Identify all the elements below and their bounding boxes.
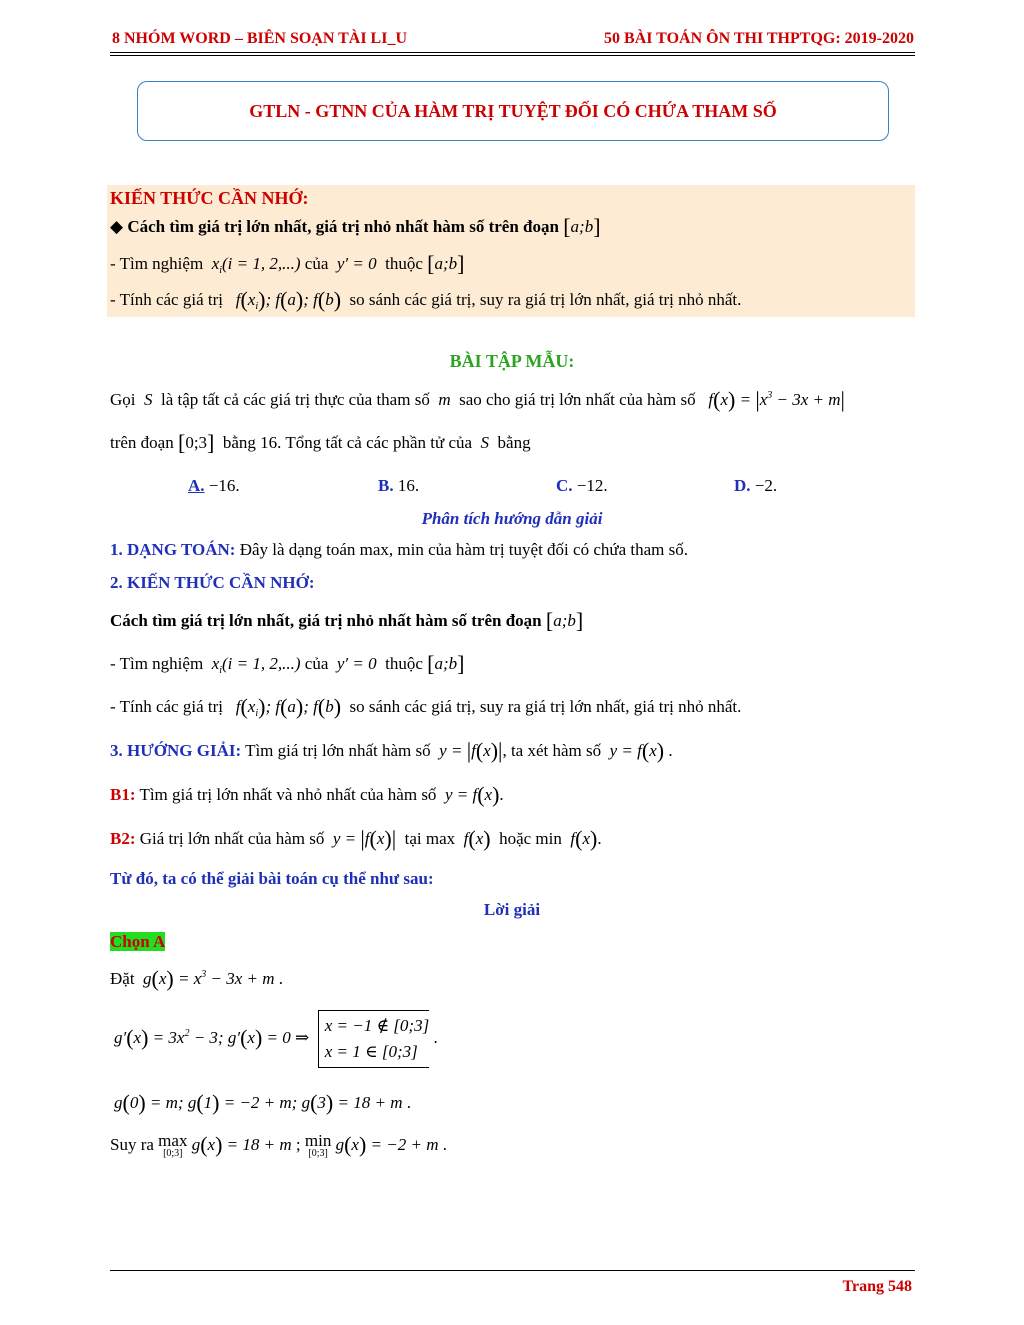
solution-choice-wrap bbox=[110, 932, 165, 952]
option-a[interactable] bbox=[188, 476, 240, 496]
example-heading: BÀI TẬP MẪU: bbox=[449, 351, 575, 371]
note-step1-c: thuộc bbox=[385, 254, 423, 273]
title-box bbox=[137, 81, 889, 141]
solution-suyra: Suy ra max [0;3] g(x) = 18 + m ; min [0;3] g(x) = −2 + m . bbox=[110, 1131, 447, 1159]
header-left: 8 NHÓM WORD – BIÊN SOẠN TÀI LI_U bbox=[112, 30, 408, 47]
analysis-b2: B2: Giá trị lớn nhất của hàm số y = |f(x)| tại max f(x) hoặc min f(x). bbox=[110, 826, 602, 851]
option-b-label: B. bbox=[378, 476, 394, 495]
solution-values: g(0) = m; g(1) = −2 + m; g(3) = 18 + m . bbox=[114, 1090, 411, 1115]
b2-a: Giá trị lớn nhất của hàm số bbox=[139, 829, 325, 848]
q2-c: bằng bbox=[497, 433, 531, 452]
header-divider bbox=[110, 52, 915, 56]
b2-b: tại max bbox=[404, 829, 456, 848]
option-b[interactable] bbox=[378, 476, 419, 496]
b2-c: hoặc min bbox=[499, 829, 562, 848]
analysis-b1: B1: Tìm giá trị lớn nhất và nhỏ nhất của hàm số y = f(x). bbox=[110, 782, 504, 807]
s3-label: 3. HƯỚNG GIẢI: bbox=[110, 741, 242, 760]
suyra-label: Suy ra bbox=[110, 1135, 154, 1154]
s1-label: 1. DẠNG TOÁN: bbox=[110, 540, 236, 559]
s3-b: , ta xét hàm số bbox=[502, 741, 602, 760]
b1-label: B1: bbox=[110, 785, 136, 804]
option-c-label: C. bbox=[556, 476, 573, 495]
note-step1-a: - Tìm nghiệm bbox=[110, 254, 204, 273]
s1-text: Đây là dạng toán max, min của hàm trị tuyệt đối có chứa tham số. bbox=[239, 540, 688, 559]
q2-a: trên đoạn bbox=[110, 433, 174, 452]
analysis-s2-step1: - Tìm nghiệm $x_i(i = 1$, 2,...) của y′ = 0 thuộc [a;b] bbox=[110, 651, 465, 676]
q2-b: bằng 16. Tổng tất cả các phần tử của bbox=[222, 433, 473, 452]
question-line-2: trên đoạn [0;3] bằng 16. Tổng tất cả các phần tử của S bằng bbox=[110, 430, 531, 455]
set-label: Đặt bbox=[110, 969, 135, 988]
option-c[interactable] bbox=[556, 476, 608, 496]
note-step1: - Tìm nghiệm $x_i(i = 1$, 2,...) của y′ = 0 thuộc [a;b] bbox=[110, 251, 465, 276]
b1-text: Tìm giá trị lớn nhất và nhỏ nhất của hàm số bbox=[139, 785, 437, 804]
q1-a: Gọi bbox=[110, 390, 136, 409]
analysis-conclusion: Từ đó, ta có thể giải bài toán cụ thể như sau: bbox=[110, 869, 434, 888]
analysis-s3: 3. HƯỚNG GIẢI: Tìm giá trị lớn nhất hàm số y = |f(x)|, ta xét hàm số y = f(x) . bbox=[110, 738, 673, 763]
s2-step1-a: - Tìm nghiệm bbox=[110, 654, 204, 673]
q1-c: sao cho giá trị lớn nhất của hàm số bbox=[459, 390, 696, 409]
note-step2-a: - Tính các giá trị bbox=[110, 290, 223, 309]
note-step2-b: so sánh các giá trị, suy ra giá trị lớn nhất, giá trị nhỏ nhất. bbox=[349, 290, 742, 309]
option-c-value: −12. bbox=[576, 476, 608, 495]
note-heading: KIẾN THỨC CẦN NHỚ: bbox=[110, 188, 309, 208]
note-bullet: ◆ Cách tìm giá trị lớn nhất, giá trị nhỏ nhất hàm số trên đoạn [a;b] bbox=[110, 214, 601, 239]
header-right: 50 BÀI TOÁN ÔN THI THPTQG: 2019-2020 bbox=[604, 30, 914, 47]
s2-step1-b: của bbox=[304, 654, 329, 673]
option-a-label: A. bbox=[188, 476, 205, 495]
s2-bold-text: Cách tìm giá trị lớn nhất, giá trị nhỏ nhất hàm số trên đoạn bbox=[110, 611, 542, 630]
solution-derivative: $g'(x) = 3x^2 - 3$; g′(x) = 0 ⇒ x = −1 ∉ [0;3] x = 1 ∈ [0;3] . bbox=[114, 1010, 438, 1068]
analysis-s1 bbox=[110, 540, 688, 560]
option-d-label: D. bbox=[734, 476, 751, 495]
note-bullet-text: ◆ Cách tìm giá trị lớn nhất, giá trị nhỏ nhất hàm số trên đoạn bbox=[110, 217, 559, 236]
option-b-value: 16. bbox=[397, 476, 420, 495]
analysis-s2-step2: - Tính các giá trị $f(x_i)$; f(a); f(b) so sánh các giá trị, suy ra giá trị lớn nhất, giá trị nhỏ nhất. bbox=[110, 694, 742, 719]
s2-step2-a: - Tính các giá trị bbox=[110, 697, 223, 716]
solution-heading: Lời giải bbox=[483, 900, 541, 919]
note-step2: - Tính các giá trị $f(x_i)$; f(a); f(b) so sánh các giá trị, suy ra giá trị lớn nhất, giá trị nhỏ nhất. bbox=[110, 287, 742, 312]
option-a-value: −16. bbox=[208, 476, 240, 495]
solution-choice: Chọn A bbox=[110, 932, 166, 951]
footer-divider bbox=[110, 1270, 915, 1271]
option-d-value: −2. bbox=[754, 476, 778, 495]
question-line-1: Gọi S là tập tất cả các giá trị thực của tham số m sao cho giá trị lớn nhất của hàm số $f(x) = |x^3 - 3x + m|$ bbox=[110, 387, 845, 412]
analysis-heading: Phân tích hướng dẫn giải bbox=[421, 509, 603, 528]
s2-step2-b: so sánh các giá trị, suy ra giá trị lớn nhất, giá trị nhỏ nhất. bbox=[349, 697, 742, 716]
q1-b: là tập tất cả các giá trị thực của tham số bbox=[161, 390, 430, 409]
solution-set: Đặt $g(x) = x^3 - 3x + m$ . bbox=[110, 966, 284, 991]
page-title: GTLN - GTNN CỦA HÀM TRỊ TUYỆT ĐỐI CÓ CHỨA THAM SỐ bbox=[249, 100, 777, 121]
s3-a: Tìm giá trị lớn nhất hàm số bbox=[245, 741, 431, 760]
page-number: Trang 548 bbox=[842, 1278, 912, 1295]
s2-step1-c: thuộc bbox=[385, 654, 423, 673]
note-step1-b: của bbox=[304, 254, 329, 273]
analysis-s2-bold: Cách tìm giá trị lớn nhất, giá trị nhỏ nhất hàm số trên đoạn [a;b] bbox=[110, 608, 584, 633]
option-d[interactable] bbox=[734, 476, 777, 496]
b2-label: B2: bbox=[110, 829, 136, 848]
analysis-s2-label: 2. KIẾN THỨC CẦN NHỚ: bbox=[110, 573, 315, 592]
